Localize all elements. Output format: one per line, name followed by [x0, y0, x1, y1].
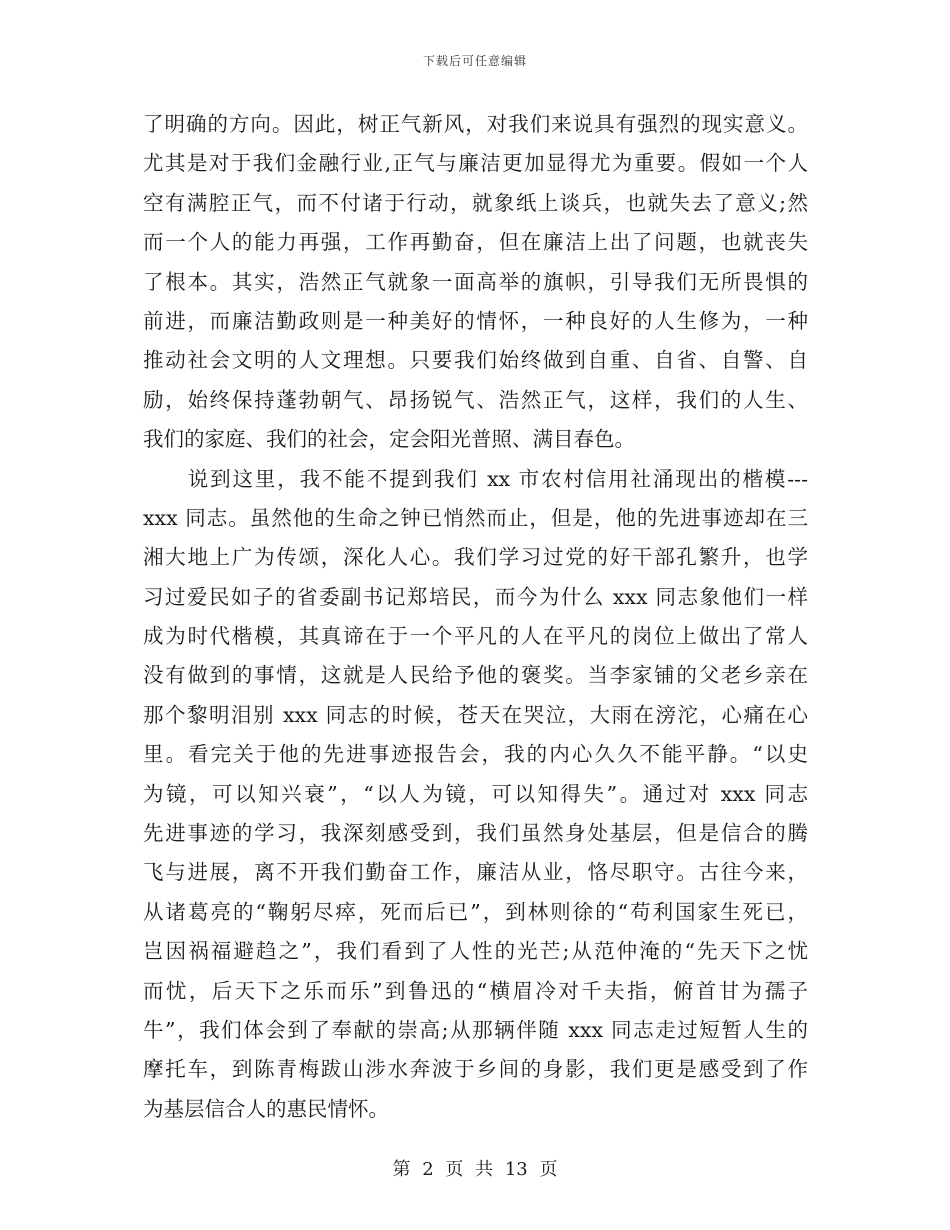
text-line-19: 先进事迹的学习，我深刻感受到，我们虽然身处基层，但是信合的腾 [143, 821, 808, 846]
text-line-4: 而一个人的能力再强，工作再勤奋，但在廉洁上出了问题，也就丧失 [143, 230, 808, 255]
text-line-15: 没有做到的事情，这就是人民给予他的褒奖。当李家铺的父老乡亲在 [143, 663, 808, 688]
text-line-13: 习过爱民如子的省委副书记郑培民，而今为什么 xxx 同志象他们一样 [143, 584, 808, 609]
text-line-1: 了明确的方向。因此，树正气新风，对我们来说具有强烈的现实意义。 [143, 112, 808, 136]
text-line-21: 从诸葛亮的“鞠躬尽瘁，死而后已”，到林则徐的“苟利国家生死已， [143, 899, 808, 924]
text-line-26: 为基层信合人的惠民情怀。 [143, 1096, 389, 1121]
text-line-7: 推动社会文明的人文理想。只要我们始终做到自重、自省、自警、自 [143, 348, 808, 373]
text-line-24: 牛”，我们体会到了奉献的崇高;从那辆伴随 xxx 同志走过短暂人生的 [143, 1017, 808, 1042]
text-line-12: 湘大地上广为传颂，深化人心。我们学习过党的好干部孔繁升，也学 [143, 545, 808, 570]
page-header: 下载后可任意编辑 [422, 54, 527, 68]
text-line-23: 而忧，后天下之乐而乐”到鲁迅的“横眉冷对千夫指，俯首甘为孺子 [143, 978, 808, 1003]
text-line-8: 励，始终保持蓬勃朝气、昂扬锐气、浩然正气，这样，我们的人生、 [143, 387, 808, 412]
text-line-3: 空有满腔正气，而不付诸于行动，就象纸上谈兵，也就失去了意义;然 [143, 190, 808, 215]
text-line-16: 那个黎明泪别 xxx 同志的时候，苍天在哭泣，大雨在滂沱，心痛在心 [143, 702, 808, 727]
text-line-17: 里。看完关于他的先进事迹报告会，我的内心久久不能平静。“以史 [143, 742, 808, 767]
text-line-18: 为镜，可以知兴衰”，“以人为镜，可以知得失”。通过对 xxx 同志 [143, 781, 808, 806]
text-line-11: xxx 同志。虽然他的生命之钟已悄然而止，但是，他的先进事迹却在三 [143, 505, 808, 530]
text-line-2: 尤其是对于我们金融行业,正气与廉洁更加显得尤为重要。假如一个人 [143, 151, 808, 176]
text-line-14: 成为时代楷模，其真谛在于一个平凡的人在平凡的岗位上做出了常人 [143, 624, 808, 649]
text-line-9: 我们的家庭、我们的社会，定会阳光普照、满目春色。 [143, 427, 635, 452]
text-line-10: 说到这里，我不能不提到我们 xx 市农村信用社涌现出的楷模--- [143, 466, 808, 491]
text-line-22: 岂因祸福避趋之”，我们看到了人性的光芒;从范仲淹的“先天下之忧 [143, 939, 808, 964]
document-body [143, 105, 808, 1129]
text-line-20: 飞与进展，离不开我们勤奋工作，廉洁从业，恪尽职守。古往今来， [143, 860, 808, 885]
text-line-25: 摩托车，到陈青梅跋山涉水奔波于乡间的身影，我们更是感受到了作 [143, 1057, 808, 1082]
text-line-5: 了根本。其实，浩然正气就象一面高举的旗帜，引导我们无所畏惧的 [143, 269, 808, 294]
text-line-6: 前进，而廉洁勤政则是一种美好的情怀，一种良好的人生修为，一种 [143, 308, 808, 333]
page-number: 第 2 页 共 13 页 [392, 1159, 558, 1180]
